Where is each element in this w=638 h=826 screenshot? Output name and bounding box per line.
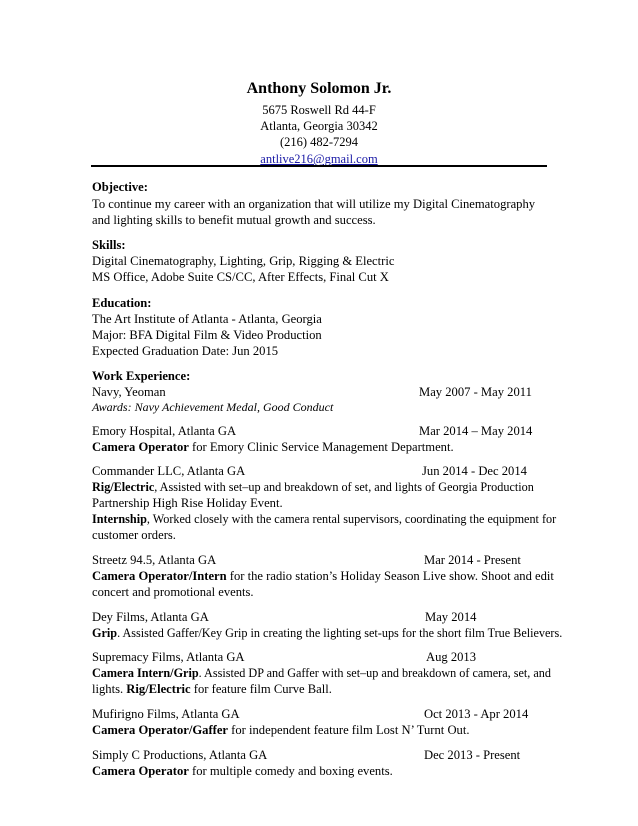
phone-number: (216) 482-7294 xyxy=(279,135,359,149)
job-dates: Aug 2013 xyxy=(426,650,477,664)
job-description xyxy=(92,666,551,681)
job-dates: Mar 2014 – May 2014 xyxy=(419,424,533,438)
job-dates: Jun 2014 - Dec 2014 xyxy=(422,464,527,478)
job-description-text: , Worked closely with the camera rental supervisors, coordinating the equipment for xyxy=(146,512,557,526)
job-description-text: . Assisted DP and Gaffer with set–up and breakdown of camera, set, and xyxy=(198,666,551,680)
job-role: Rig/Electric xyxy=(92,480,155,494)
candidate-name: Anthony Solomon Jr. xyxy=(246,80,392,97)
objective-heading: Objective: xyxy=(92,180,148,194)
email-link[interactable]: antlive216@gmail.com xyxy=(260,152,378,166)
job-role-2: Internship xyxy=(92,512,147,526)
job-role-2: Rig/Electric xyxy=(126,682,191,696)
job-company: Dey Films, Atlanta GA xyxy=(92,610,209,624)
job-description-text: for multiple comedy and boxing events. xyxy=(188,764,393,778)
job-company: Mufirigno Films, Atlanta GA xyxy=(92,707,240,721)
job-dates: May 2014 xyxy=(425,610,477,624)
job-description xyxy=(92,764,393,779)
job-description-cont: concert and promotional events. xyxy=(92,585,254,599)
job-company: Commander LLC, Atlanta GA xyxy=(92,464,246,478)
education-line-2: Major: BFA Digital Film & Video Production xyxy=(92,328,322,342)
job-role: Camera Intern/Grip xyxy=(92,666,199,680)
job-role: Camera Operator xyxy=(92,764,189,778)
job-description-cont: Partnership High Rise Holiday Event. xyxy=(92,496,283,510)
job-company: Streetz 94.5, Atlanta GA xyxy=(92,553,217,567)
job-role: Grip xyxy=(92,626,118,640)
job-description-text: . Assisted Gaffer/Key Grip in creating the lighting set-ups for the short film True Believers. xyxy=(117,626,563,640)
job-description xyxy=(92,626,562,641)
job-description-2 xyxy=(92,512,556,527)
education-heading: Education: xyxy=(92,296,152,310)
job-dates: May 2007 - May 2011 xyxy=(419,385,532,399)
skills-heading: Skills: xyxy=(92,238,126,252)
job-dates: Dec 2013 - Present xyxy=(424,748,521,762)
job-description-text: for Emory Clinic Service Management Department. xyxy=(188,440,454,454)
job-description-text: for independent feature film Lost N’ Turnt Out. xyxy=(228,723,470,737)
job-role: Camera Operator/Intern xyxy=(92,569,227,583)
job-description-text: for the radio station’s Holiday Season Live show. Shoot and edit xyxy=(226,569,554,583)
skills-line-1: Digital Cinematography, Lighting, Grip, Rigging & Electric xyxy=(92,254,395,268)
objective-line-2: and lighting skills to benefit mutual growth and success. xyxy=(92,213,376,227)
job-description-text: , Assisted with set–up and breakdown of set, and lights of Georgia Production xyxy=(154,480,534,494)
skills-line-2: MS Office, Adobe Suite CS/CC, After Effects, Final Cut X xyxy=(92,270,389,284)
education-line-1: The Art Institute of Atlanta - Atlanta, Georgia xyxy=(92,312,322,326)
job-dates: Mar 2014 - Present xyxy=(424,553,521,567)
education-line-3: Expected Graduation Date: Jun 2015 xyxy=(92,344,279,358)
address-line-1: 5675 Roswell Rd 44-F xyxy=(262,103,376,117)
job-company: Simply C Productions, Atlanta GA xyxy=(92,748,268,762)
job-description xyxy=(92,440,454,455)
job-role: Camera Operator xyxy=(92,440,189,454)
job-description-2 xyxy=(92,682,332,697)
header-divider xyxy=(91,165,547,167)
job-description-text: lights. xyxy=(92,682,127,696)
job-description-text: for feature film Curve Ball. xyxy=(190,682,332,696)
job-description xyxy=(92,723,469,738)
job-company: Navy, Yeoman xyxy=(92,385,166,399)
work-heading: Work Experience: xyxy=(92,369,191,383)
job-awards: Awards: Navy Achievement Medal, Good Conduct xyxy=(92,400,334,414)
job-description xyxy=(92,480,534,495)
job-dates: Oct 2013 - Apr 2014 xyxy=(424,707,529,721)
job-description xyxy=(92,569,554,584)
address-line-2: Atlanta, Georgia 30342 xyxy=(260,119,378,133)
job-company: Emory Hospital, Atlanta GA xyxy=(92,424,237,438)
job-role: Camera Operator/Gaffer xyxy=(92,723,229,737)
objective-line-1: To continue my career with an organization that will utilize my Digital Cinematography xyxy=(92,197,536,211)
job-description-cont: customer orders. xyxy=(92,528,176,542)
job-company: Supremacy Films, Atlanta GA xyxy=(92,650,245,664)
